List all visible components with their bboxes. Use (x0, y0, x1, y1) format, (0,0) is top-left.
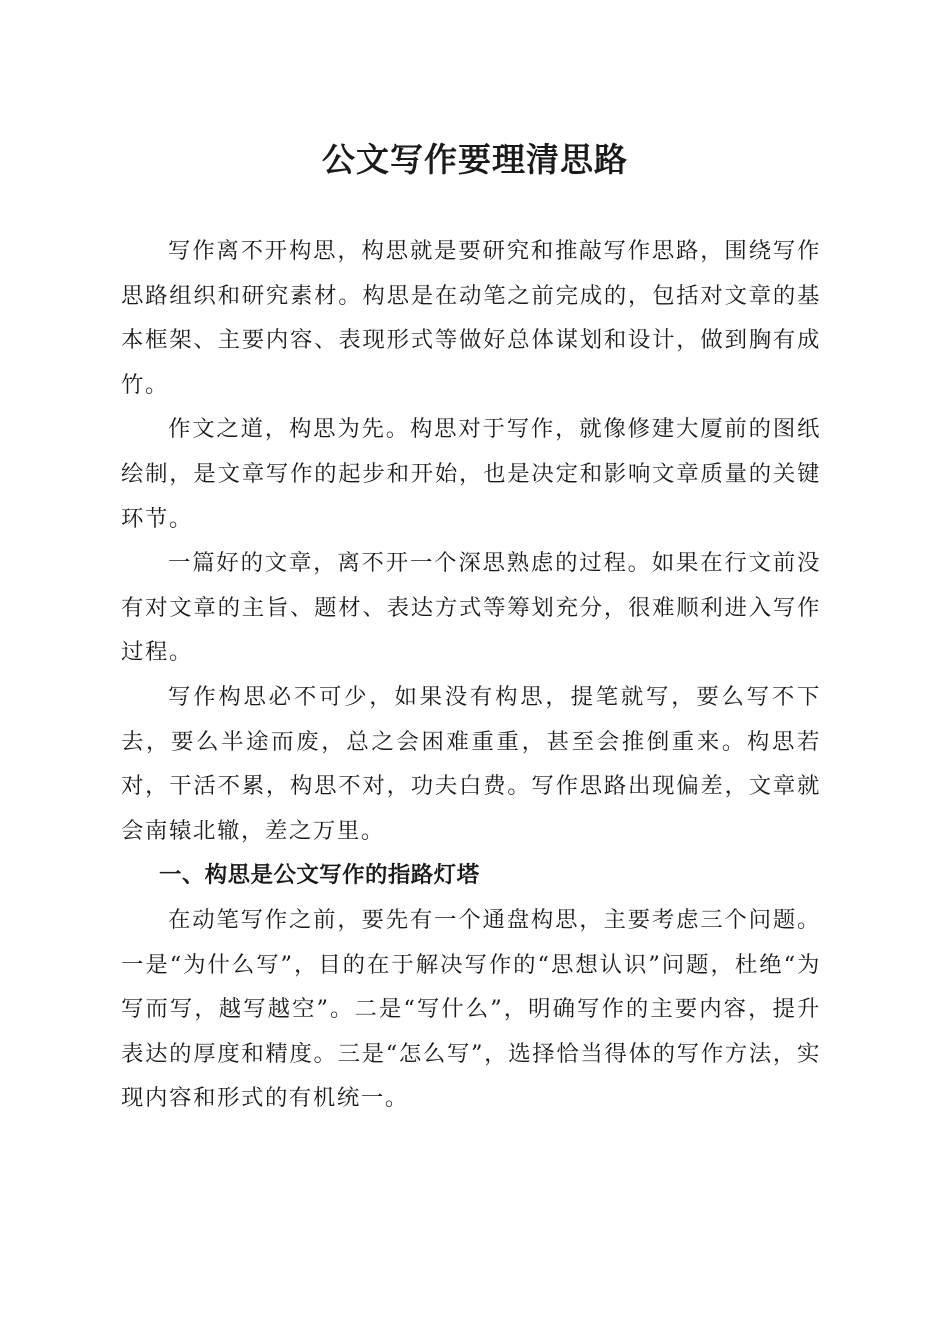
document-body (121, 229, 821, 1121)
paragraph: 写作构思必不可少，如果没有构思，提笔就写，要么写不下去，要么半途而废，总之会困难重重，甚至会推倒重来。构思若对，干活不累，构思不对，功夫白费。写作思路出现偏差，文章就会南辕北辙，差之万里。 (121, 683, 821, 844)
paragraph: 作文之道，构思为先。构思对于写作，就像修建大厦前的图纸绘制，是文章写作的起步和开始，也是决定和影响文章质量的关键环节。 (121, 416, 821, 532)
paragraph: 在动笔写作之前，要先有一个通盘构思，主要考虑三个问题。一是“为什么写”，目的在于解决写作的“思想认识”问题，杜绝“为写而写，越写越空”。二是“写什么”，明确写作的主要内容，提升表达的厚度和精度。三是“怎么写”，选择恰当得体的写作方法，实现内容和形式的有机统一。 (121, 906, 821, 1112)
document-title: 公文写作要理清思路 (322, 140, 628, 179)
paragraph: 一篇好的文章，离不开一个深思熟虑的过程。如果在行文前没有对文章的主旨、题材、表达方式等筹划充分，很难顺利进入写作过程。 (121, 550, 821, 666)
paragraph: 写作离不开构思，构思就是要研究和推敲写作思路，围绕写作思路组织和研究素材。构思是在动笔之前完成的，包括对文章的基本框架、主要内容、表现形式等做好总体谋划和设计，做到胸有成竹。 (121, 238, 821, 398)
section-heading: 一、构思是公文写作的指路灯塔 (159, 862, 480, 889)
